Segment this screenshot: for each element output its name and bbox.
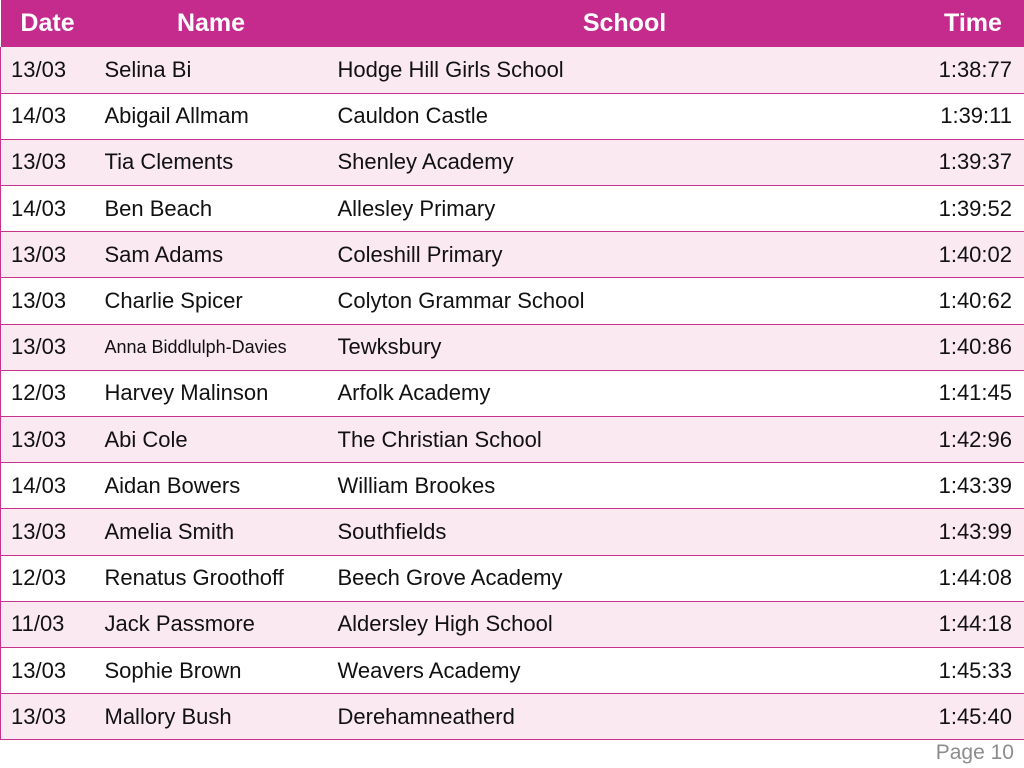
cell-name: Abi Cole [104,426,188,452]
header-row [1,0,1024,47]
cell-name: Abigail Allmam [104,103,249,129]
table-row [1,509,1024,555]
table-row [1,463,1024,509]
table-row [1,93,1024,139]
cell-name: Anna Biddlulph-Davies [104,336,287,357]
table-row [1,47,1024,93]
header-name: Name [176,9,246,37]
cell-time: 1:45:40 [938,703,1012,729]
table-row [1,370,1024,416]
table-row [1,232,1024,278]
cell-date: 13/03 [11,56,67,82]
cell-name: Aidan Bowers [104,472,241,498]
cell-time: 1:43:39 [938,472,1012,498]
table-row [1,647,1024,693]
cell-school: Allesley Primary [337,195,496,221]
cell-school: The Christian School [337,426,542,452]
cell-date: 13/03 [11,703,67,729]
cell-time: 1:40:02 [938,241,1012,267]
cell-date: 13/03 [11,149,67,175]
cell-name: Harvey Malinson [104,380,269,406]
table-row [1,417,1024,463]
cell-date: 13/03 [11,288,67,314]
cell-school: Arfolk Academy [337,380,491,406]
cell-school: Aldersley High School [337,611,553,637]
cell-time: 1:44:08 [938,565,1012,591]
table-row [1,694,1024,740]
header-date: Date [20,9,75,37]
cell-time: 1:39:52 [938,195,1012,221]
cell-date: 13/03 [11,518,67,544]
cell-school: Southfields [337,518,447,544]
cell-date: 14/03 [11,103,67,129]
cell-date: 13/03 [11,426,67,452]
cell-date: 13/03 [11,334,67,360]
cell-name: Sam Adams [104,241,224,267]
cell-date: 12/03 [11,565,67,591]
cell-name: Tia Clements [104,149,234,175]
cell-time: 1:43:99 [938,518,1012,544]
table-row [1,139,1024,185]
table-header [1,0,1024,47]
cell-school: Tewksbury [337,334,442,360]
cell-school: Hodge Hill Girls School [337,56,564,82]
cell-name: Jack Passmore [104,611,255,637]
cell-time: 1:38:77 [938,56,1012,82]
page-number: Page 10 [935,741,1014,764]
cell-school: Derehamneatherd [337,703,515,729]
cell-name: Selina Bi [104,56,192,82]
cell-date: 12/03 [11,380,67,406]
cell-name: Mallory Bush [104,703,232,729]
table-row [1,278,1024,324]
cell-time: 1:44:18 [938,611,1012,637]
cell-name: Renatus Groothoff [104,565,284,591]
table-row [1,601,1024,647]
table-body [1,47,1024,740]
table-row [1,324,1024,370]
cell-school: Colyton Grammar School [337,288,585,314]
cell-school: Beech Grove Academy [337,565,563,591]
cell-name: Amelia Smith [104,518,235,544]
cell-date: 13/03 [11,241,67,267]
cell-school: William Brookes [337,472,496,498]
cell-time: 1:42:96 [938,426,1012,452]
cell-date: 14/03 [11,472,67,498]
cell-time: 1:39:37 [938,149,1012,175]
cell-school: Shenley Academy [337,149,514,175]
cell-school: Cauldon Castle [337,103,488,129]
cell-date: 14/03 [11,195,67,221]
cell-name: Sophie Brown [104,657,242,683]
header-time: Time [944,9,1002,37]
cell-date: 13/03 [11,657,67,683]
cell-name: Ben Beach [104,195,213,221]
header-school: School [582,9,667,37]
cell-time: 1:45:33 [938,657,1012,683]
cell-time: 1:39:11 [940,103,1012,129]
cell-time: 1:40:62 [938,288,1012,314]
cell-school: Coleshill Primary [337,241,503,267]
table-row [1,186,1024,232]
cell-date: 11/03 [11,611,65,637]
cell-time: 1:40:86 [938,334,1012,360]
cell-name: Charlie Spicer [104,288,243,314]
cell-time: 1:41:45 [938,380,1012,406]
table-row [1,555,1024,601]
cell-school: Weavers Academy [337,657,521,683]
